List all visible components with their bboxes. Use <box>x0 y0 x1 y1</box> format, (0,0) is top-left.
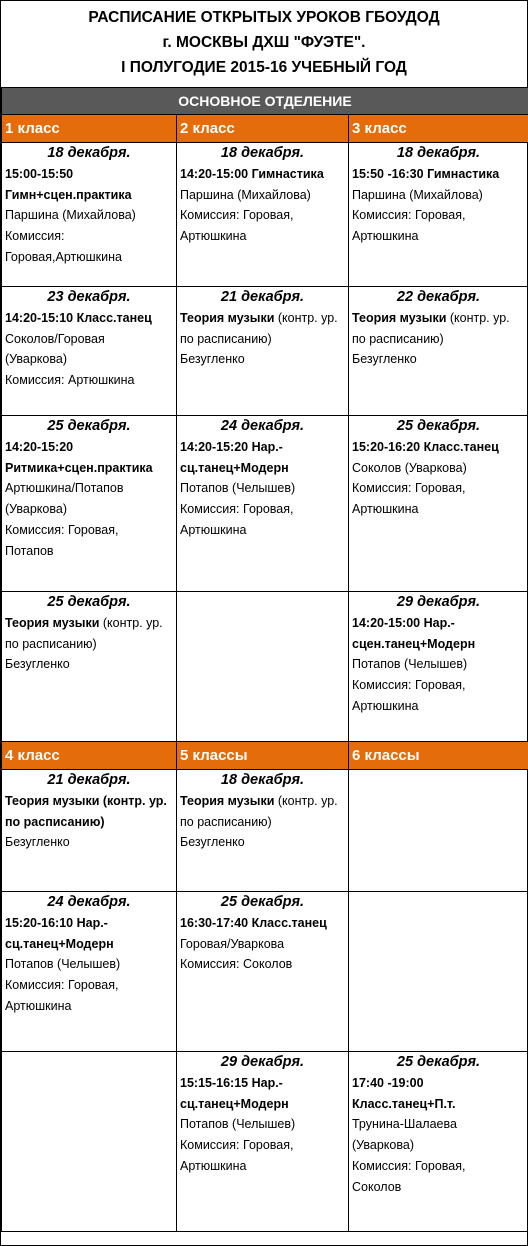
lesson-cell <box>2 416 177 592</box>
class-column-header: 5 классы <box>177 742 349 770</box>
lesson-detail: Артюшкина <box>180 229 247 244</box>
lesson-time: 17:40 -19:00 <box>352 1076 424 1090</box>
lesson-info <box>352 613 525 654</box>
lesson-subject: Класс.танец <box>251 916 327 930</box>
lesson-info <box>180 437 345 478</box>
lesson-info <box>180 308 345 349</box>
lesson-info <box>352 164 525 185</box>
lesson-detail: Комиссия: Горовая, <box>352 1158 466 1173</box>
lesson-cell <box>349 592 528 742</box>
lesson-cell <box>349 416 528 592</box>
lesson-cell <box>177 770 349 892</box>
lesson-info <box>352 308 525 349</box>
lesson-date: 21 декабря. <box>220 289 305 305</box>
lesson-detail: Артюшкина <box>180 522 247 537</box>
lesson-cell <box>349 287 528 416</box>
lesson-detail: Безугленко <box>5 835 70 850</box>
lesson-subject: Теория музыки <box>352 311 447 325</box>
lesson-detail: Артюшкина/Потапов <box>5 481 124 496</box>
lesson-detail: Артюшкина <box>180 1158 247 1173</box>
lesson-subject: Нар.-сц.танец+Модерн <box>5 916 114 951</box>
lesson-cell <box>177 1052 349 1232</box>
lesson-subject: Нар.-сц.танец+Модерн <box>180 440 289 475</box>
class-column-header: 3 класс <box>349 115 528 143</box>
class-column-header: 6 классы <box>349 742 528 770</box>
lesson-subject: Класс.танец+П.т. <box>352 1096 456 1111</box>
lesson-subject: Теория музыки <box>180 311 275 325</box>
lesson-subject: Класс.танец <box>76 311 152 325</box>
lesson-time: 15:00-15:50 <box>5 167 74 181</box>
title-line-3: I ПОЛУГОДИЕ 2015-16 УЧЕБНЫЙ ГОД <box>121 59 407 76</box>
lesson-time: 14:20-15:20 <box>5 440 74 454</box>
lesson-date: 23 декабря. <box>47 289 131 305</box>
lesson-detail: Потапов (Челышев) <box>5 957 121 972</box>
lesson-note: (контр. ур. по расписанию) <box>352 311 510 346</box>
lesson-detail: Комиссия: Соколов <box>180 957 293 972</box>
lesson-detail: Комиссия: Горовая, <box>180 502 294 517</box>
lesson-date: 18 декабря. <box>47 145 131 161</box>
lesson-cell <box>177 416 349 592</box>
lesson-detail: Комиссия: Горовая, <box>5 522 119 537</box>
document-title <box>1 1 527 87</box>
lesson-cell <box>2 592 177 742</box>
lesson-detail: Потапов (Челышев) <box>180 1117 296 1132</box>
lesson-time: 15:20-16:20 <box>352 440 421 454</box>
lesson-date: 18 декабря. <box>220 772 305 788</box>
lesson-detail: Трунина-Шалаева <box>352 1117 457 1132</box>
lesson-detail: Артюшкина <box>352 229 419 244</box>
lesson-date: 25 декабря. <box>396 1054 481 1070</box>
empty-cell <box>2 1052 177 1232</box>
lesson-time: 16:30-17:40 <box>180 916 249 930</box>
lesson-detail: (Уваркова) <box>352 1138 414 1153</box>
lesson-detail: Безугленко <box>180 835 245 850</box>
lesson-info <box>352 1073 525 1114</box>
lesson-time: 14:20-15:00 <box>352 616 421 630</box>
lesson-detail: Паршина (Михайлова) <box>352 187 483 202</box>
lesson-detail: Безугленко <box>352 352 417 367</box>
schedule-table <box>1 87 528 1232</box>
lesson-detail: Потапов (Челышев) <box>180 481 296 496</box>
lesson-detail: Потапов (Челышев) <box>352 657 468 672</box>
lesson-time: 14:20-15:10 <box>5 311 74 325</box>
lesson-date: 21 декабря. <box>47 772 131 788</box>
lesson-detail: Комиссия: <box>5 229 65 244</box>
lesson-info <box>5 164 173 205</box>
lesson-detail: Безугленко <box>5 657 70 672</box>
lesson-detail: Паршина (Михайлова) <box>5 208 136 223</box>
lesson-info <box>5 913 173 954</box>
lesson-date: 25 декабря. <box>220 894 305 910</box>
lesson-date: 22 декабря. <box>396 289 481 305</box>
empty-cell <box>177 592 349 742</box>
lesson-date: 18 декабря. <box>220 145 305 161</box>
lesson-detail: Артюшкина <box>352 502 419 517</box>
class-column-header: 1 класс <box>2 115 177 143</box>
lesson-info <box>180 1073 345 1114</box>
class-column-header: 4 класс <box>2 742 177 770</box>
empty-cell <box>349 770 528 892</box>
lesson-detail: (Уваркова) <box>5 502 67 517</box>
lesson-cell <box>177 892 349 1052</box>
lesson-info <box>180 913 345 934</box>
lesson-time: 14:20-15:00 <box>180 167 249 181</box>
lesson-info <box>5 791 173 832</box>
lesson-subject: Теория музыки <box>180 794 275 808</box>
lesson-info <box>5 613 173 654</box>
lesson-detail: Горовая/Уваркова <box>180 936 285 951</box>
lesson-detail: Комиссия: Горовая, <box>352 481 466 496</box>
lesson-detail: Комиссия: Артюшкина <box>5 373 135 388</box>
lesson-subject: Нар.-сцен.танец+Модерн <box>352 616 476 651</box>
title-line-2: г. МОСКВЫ ДХШ "ФУЭТЕ". <box>162 34 366 51</box>
lesson-date: 24 декабря. <box>220 418 305 434</box>
empty-cell <box>349 892 528 1052</box>
lesson-info <box>352 437 525 458</box>
lesson-note: (контр. ур. по расписанию) <box>5 616 163 651</box>
lesson-detail: Комиссия: Горовая, <box>5 978 119 993</box>
lesson-detail: Горовая,Артюшкина <box>5 249 122 264</box>
lesson-subject: Нар.-сц.танец+Модерн <box>180 1076 289 1111</box>
lesson-detail: Комиссия: Горовая, <box>352 208 466 223</box>
lesson-note: (контр. ур. по расписанию) <box>180 794 338 829</box>
lesson-subject: Теория музыки <box>5 616 100 630</box>
lesson-detail: Комиссия: Горовая, <box>180 1138 294 1153</box>
lesson-date: 25 декабря. <box>47 418 131 434</box>
lesson-detail: Артюшкина <box>352 698 419 713</box>
lesson-date: 29 декабря. <box>396 594 481 610</box>
title-line-1: РАСПИСАНИЕ ОТКРЫТЫХ УРОКОВ ГБОУДОД <box>88 9 440 26</box>
lesson-subject: Гимнастика <box>251 167 324 181</box>
lesson-date: 25 декабря. <box>47 594 131 610</box>
lesson-date: 24 декабря. <box>47 894 131 910</box>
lesson-subject: Теория музыки (контр. ур. по расписанию) <box>5 794 167 829</box>
lesson-detail: Безугленко <box>180 352 245 367</box>
lesson-date: 29 декабря. <box>220 1054 305 1070</box>
class-column-header: 2 класс <box>177 115 349 143</box>
lesson-info <box>5 308 173 329</box>
lesson-info <box>180 164 345 185</box>
lesson-subject: Ритмика+сцен.практика <box>5 460 153 475</box>
lesson-cell <box>177 287 349 416</box>
lesson-cell <box>349 143 528 287</box>
lesson-time: 15:50 -16:30 <box>352 167 424 181</box>
lesson-cell <box>2 143 177 287</box>
lesson-time: 15:15-16:15 <box>180 1076 249 1090</box>
lesson-time: 15:20-16:10 <box>5 916 74 930</box>
section-header: ОСНОВНОЕ ОТДЕЛЕНИЕ <box>2 88 528 115</box>
lesson-info <box>180 791 345 832</box>
lesson-detail: Соколов/Горовая <box>5 331 105 346</box>
lesson-detail: Артюшкина <box>5 998 72 1013</box>
lesson-subject: Гимнастика <box>427 167 500 181</box>
lesson-cell <box>2 287 177 416</box>
lesson-date: 25 декабря. <box>396 418 481 434</box>
lesson-cell <box>177 143 349 287</box>
lesson-detail: Соколов (Уваркова) <box>352 460 467 475</box>
lesson-detail: Комиссия: Горовая, <box>352 678 466 693</box>
lesson-time: 14:20-15:20 <box>180 440 249 454</box>
lesson-detail: Паршина (Михайлова) <box>180 187 311 202</box>
lesson-subject: Гимн+сцен.практика <box>5 187 132 202</box>
lesson-note: (контр. ур. по расписанию) <box>180 311 338 346</box>
lesson-detail: (Уваркова) <box>5 352 67 367</box>
lesson-cell <box>2 770 177 892</box>
lesson-detail: Комиссия: Горовая, <box>180 208 294 223</box>
lesson-cell <box>2 892 177 1052</box>
lesson-detail: Соколов <box>352 1179 402 1194</box>
lesson-date: 18 декабря. <box>396 145 481 161</box>
lesson-detail: Потапов <box>5 543 54 558</box>
lesson-info <box>5 437 173 478</box>
lesson-subject: Класс.танец <box>423 440 499 454</box>
lesson-cell <box>349 1052 528 1232</box>
